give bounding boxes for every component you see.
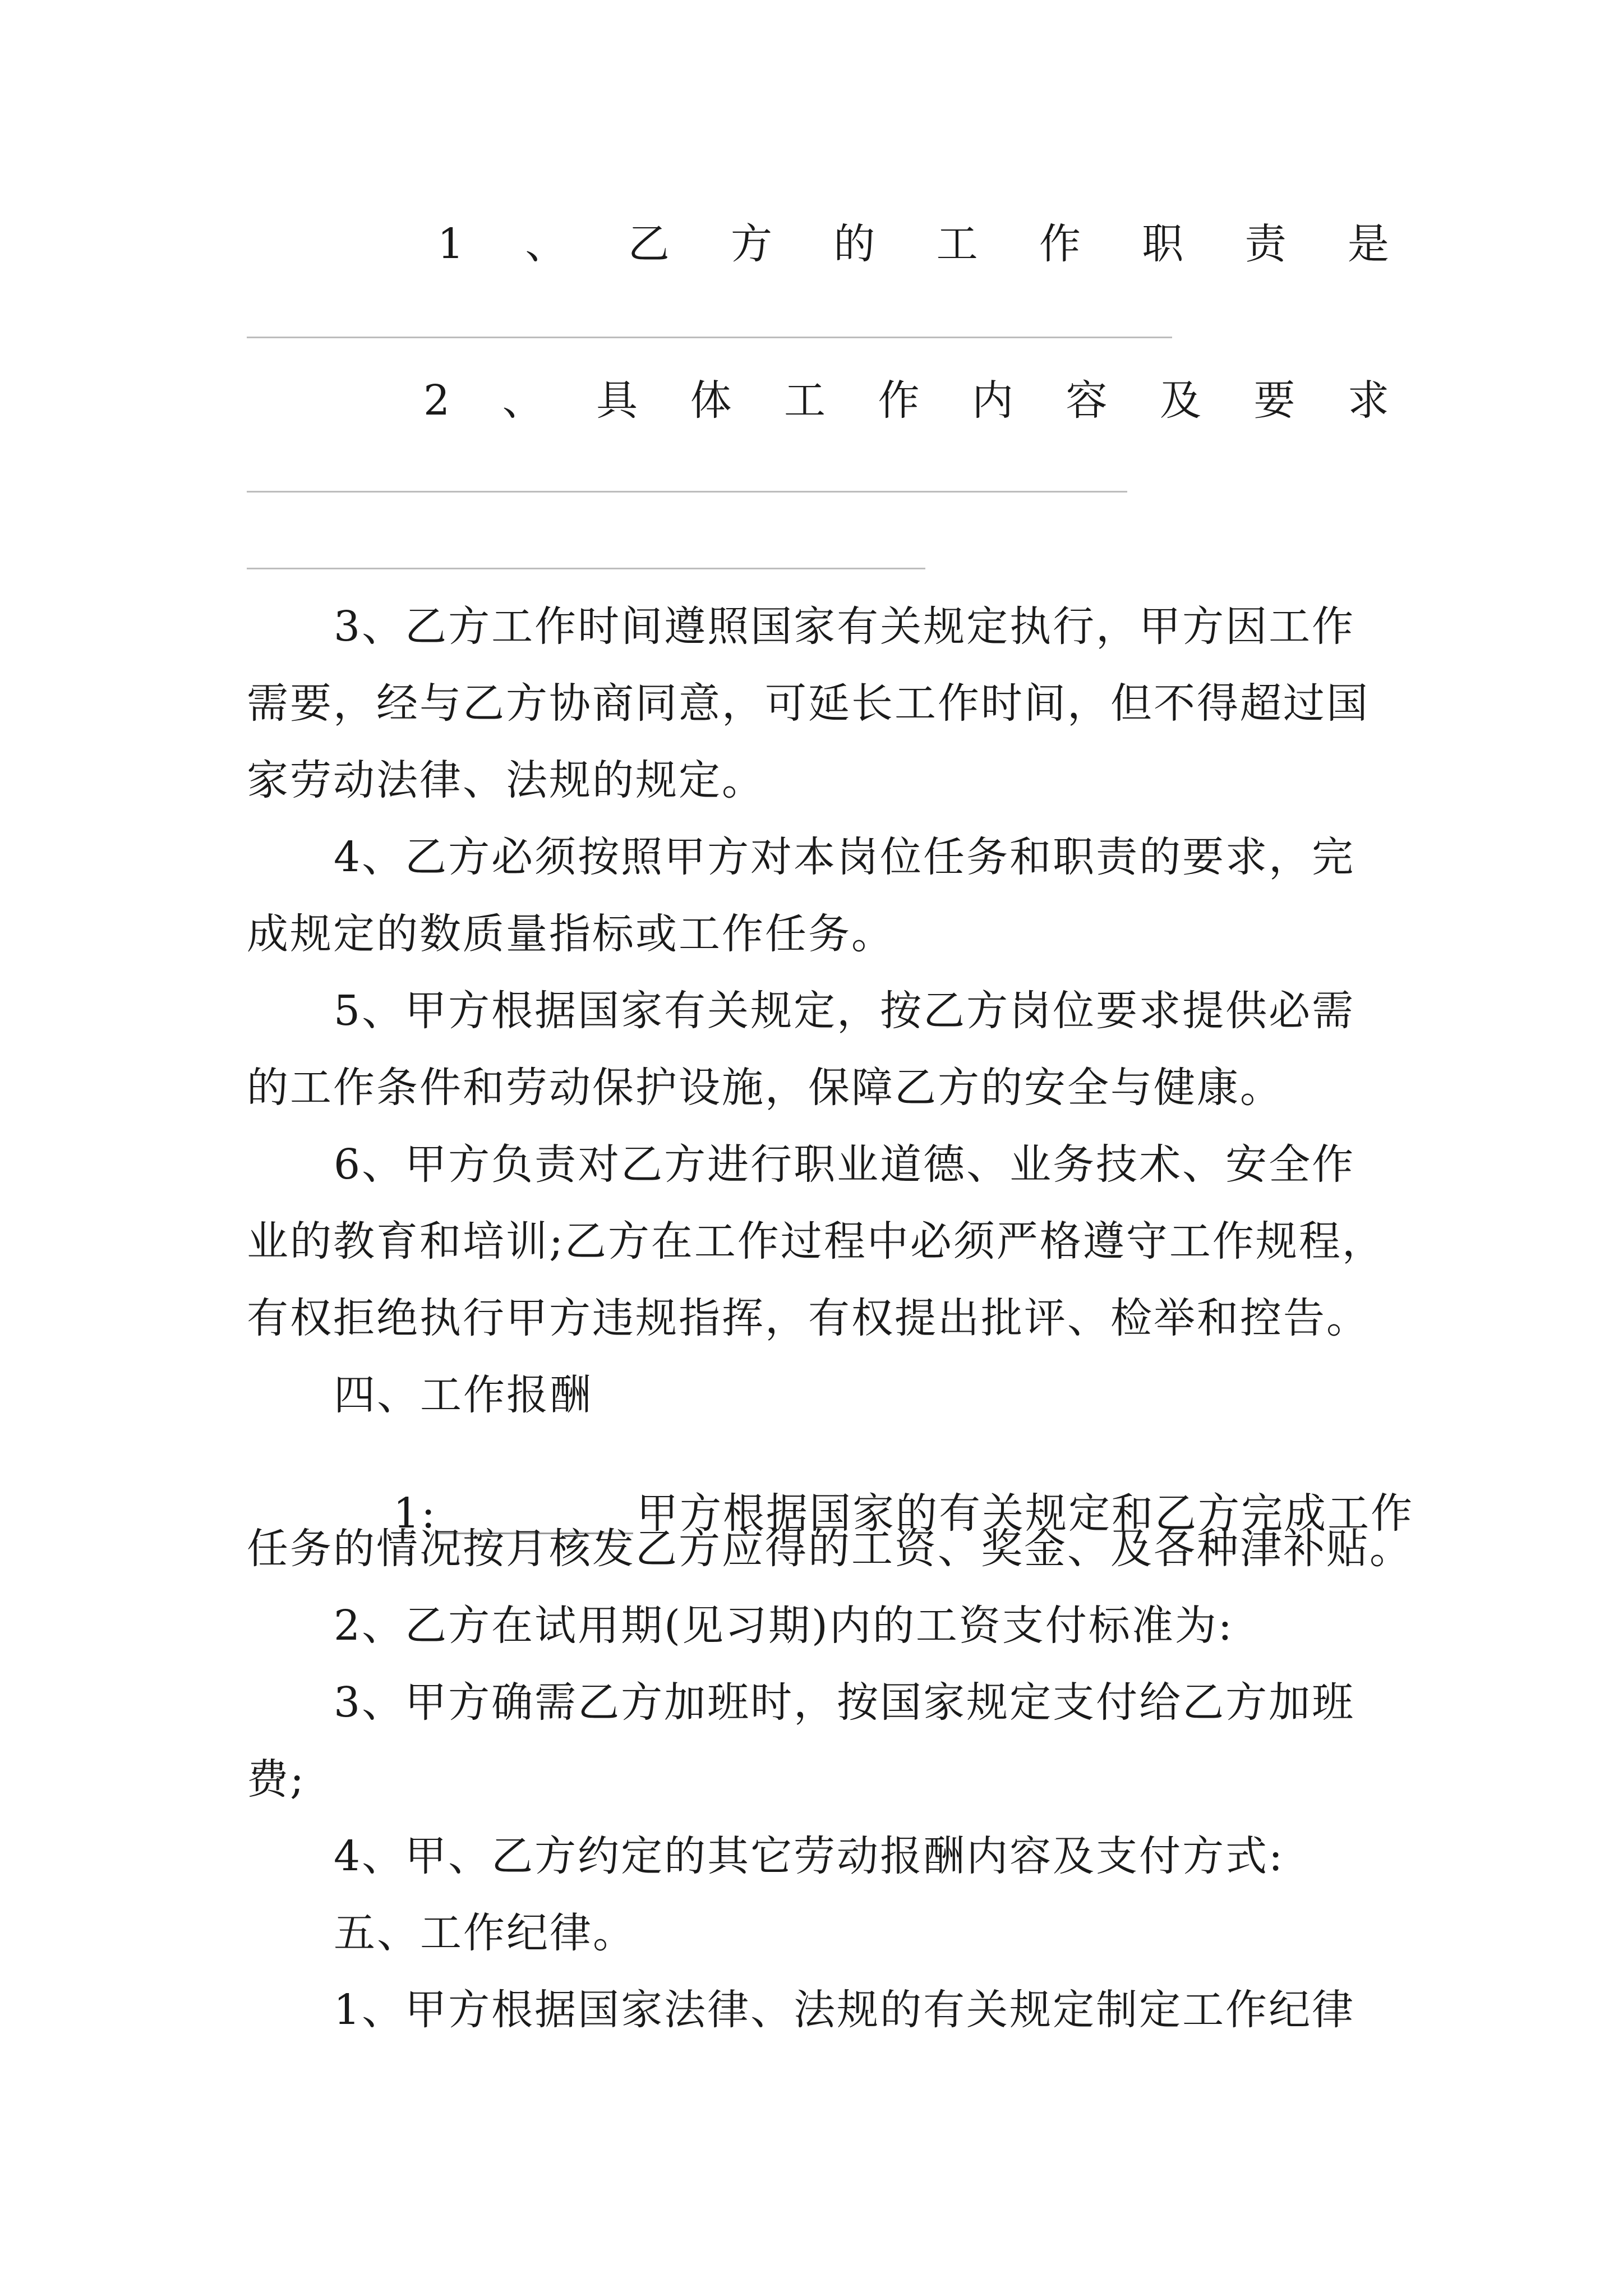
work-content-heading-char: 具	[596, 376, 640, 425]
pay-clause-4: 4、甲、乙方约定的其它劳动报酬内容及支付方式:	[334, 1832, 1285, 1880]
clause-5-line-1: 5、甲方根据国家有关规定，按乙方岗位要求提供必需	[334, 987, 1355, 1035]
pay-clause-1-text: 甲方根据国家的有关规定和乙方完成工作	[637, 1489, 1414, 1538]
duty-heading-char: 、	[525, 220, 569, 268]
duty-heading	[437, 220, 1391, 268]
section-5-heading: 五、工作纪律。	[334, 1909, 636, 1957]
pay-clause-2: 2、乙方在试用期(见习期)内的工资支付标准为:	[334, 1602, 1234, 1650]
clause-3-line-3: 家劳动法律、法规的规定。	[247, 756, 765, 804]
clause-3-line-1: 3、乙方工作时间遵照国家有关规定执行，甲方因工作	[334, 602, 1355, 651]
work-content-heading-char: 容	[1066, 376, 1109, 425]
blank-line-duty	[247, 337, 1172, 338]
pay-clause-1-line-2: 任务的情况按月核发乙方应得的工资、奖金、及各种津补贴。	[247, 1525, 1413, 1573]
duty-heading-char: 作	[1039, 220, 1082, 268]
work-content-heading-char: 、	[502, 376, 546, 425]
pay-clause-3-line-1: 3、甲方确需乙方加班时，按国家规定支付给乙方加班	[334, 1678, 1355, 1727]
duty-heading-char: 工	[936, 220, 980, 268]
work-content-heading-char: 作	[878, 376, 921, 425]
work-content-heading-char: 工	[784, 376, 828, 425]
clause-3-line-2: 需要，经与乙方协商同意，可延长工作时间，但不得超过国	[247, 679, 1370, 728]
clause-6-line-2: 业的教育和培训;乙方在工作过程中必须严格遵守工作规程，	[247, 1217, 1385, 1266]
clause-6-line-3: 有权拒绝执行甲方违规指挥，有权提出批评、检举和控告。	[247, 1294, 1370, 1342]
clause-4-line-2: 成规定的数质量指标或工作任务。	[247, 910, 895, 958]
blank-line-content-1	[247, 491, 1127, 493]
discipline-clause-1: 1、甲方根据国家法律、法规的有关规定制定工作纪律	[334, 1986, 1355, 2034]
clause-6-line-1: 6、甲方负责对乙方进行职业道德、业务技术、安全作	[334, 1140, 1355, 1189]
pay-clause-1-prefix: 1:	[393, 1489, 437, 1538]
duty-heading-char: 责	[1244, 220, 1288, 268]
work-content-heading-char: 2	[423, 376, 452, 425]
clause-5-line-2: 的工作条件和劳动保护设施，保障乙方的安全与健康。	[247, 1064, 1283, 1112]
work-content-heading-char: 体	[690, 376, 734, 425]
work-content-heading-char: 求	[1347, 376, 1391, 425]
work-content-heading-char: 要	[1253, 376, 1297, 425]
duty-heading-char: 是	[1347, 220, 1391, 268]
work-content-heading-char: 内	[972, 376, 1015, 425]
pay-clause-3-line-2: 费;	[247, 1755, 306, 1803]
clause-4-line-1: 4、乙方必须按照甲方对本岗位任务和职责的要求，完	[334, 833, 1355, 881]
duty-heading-char: 的	[833, 220, 877, 268]
duty-heading-char: 职	[1142, 220, 1186, 268]
duty-heading-char: 乙	[628, 220, 671, 268]
blank-line-content-2	[247, 568, 925, 569]
work-content-heading-char: 及	[1159, 376, 1203, 425]
duty-heading-char: 1	[437, 220, 466, 268]
work-content-heading	[423, 376, 1391, 425]
duty-heading-char: 方	[731, 220, 774, 268]
section-4-heading: 四、工作报酬	[334, 1371, 593, 1419]
